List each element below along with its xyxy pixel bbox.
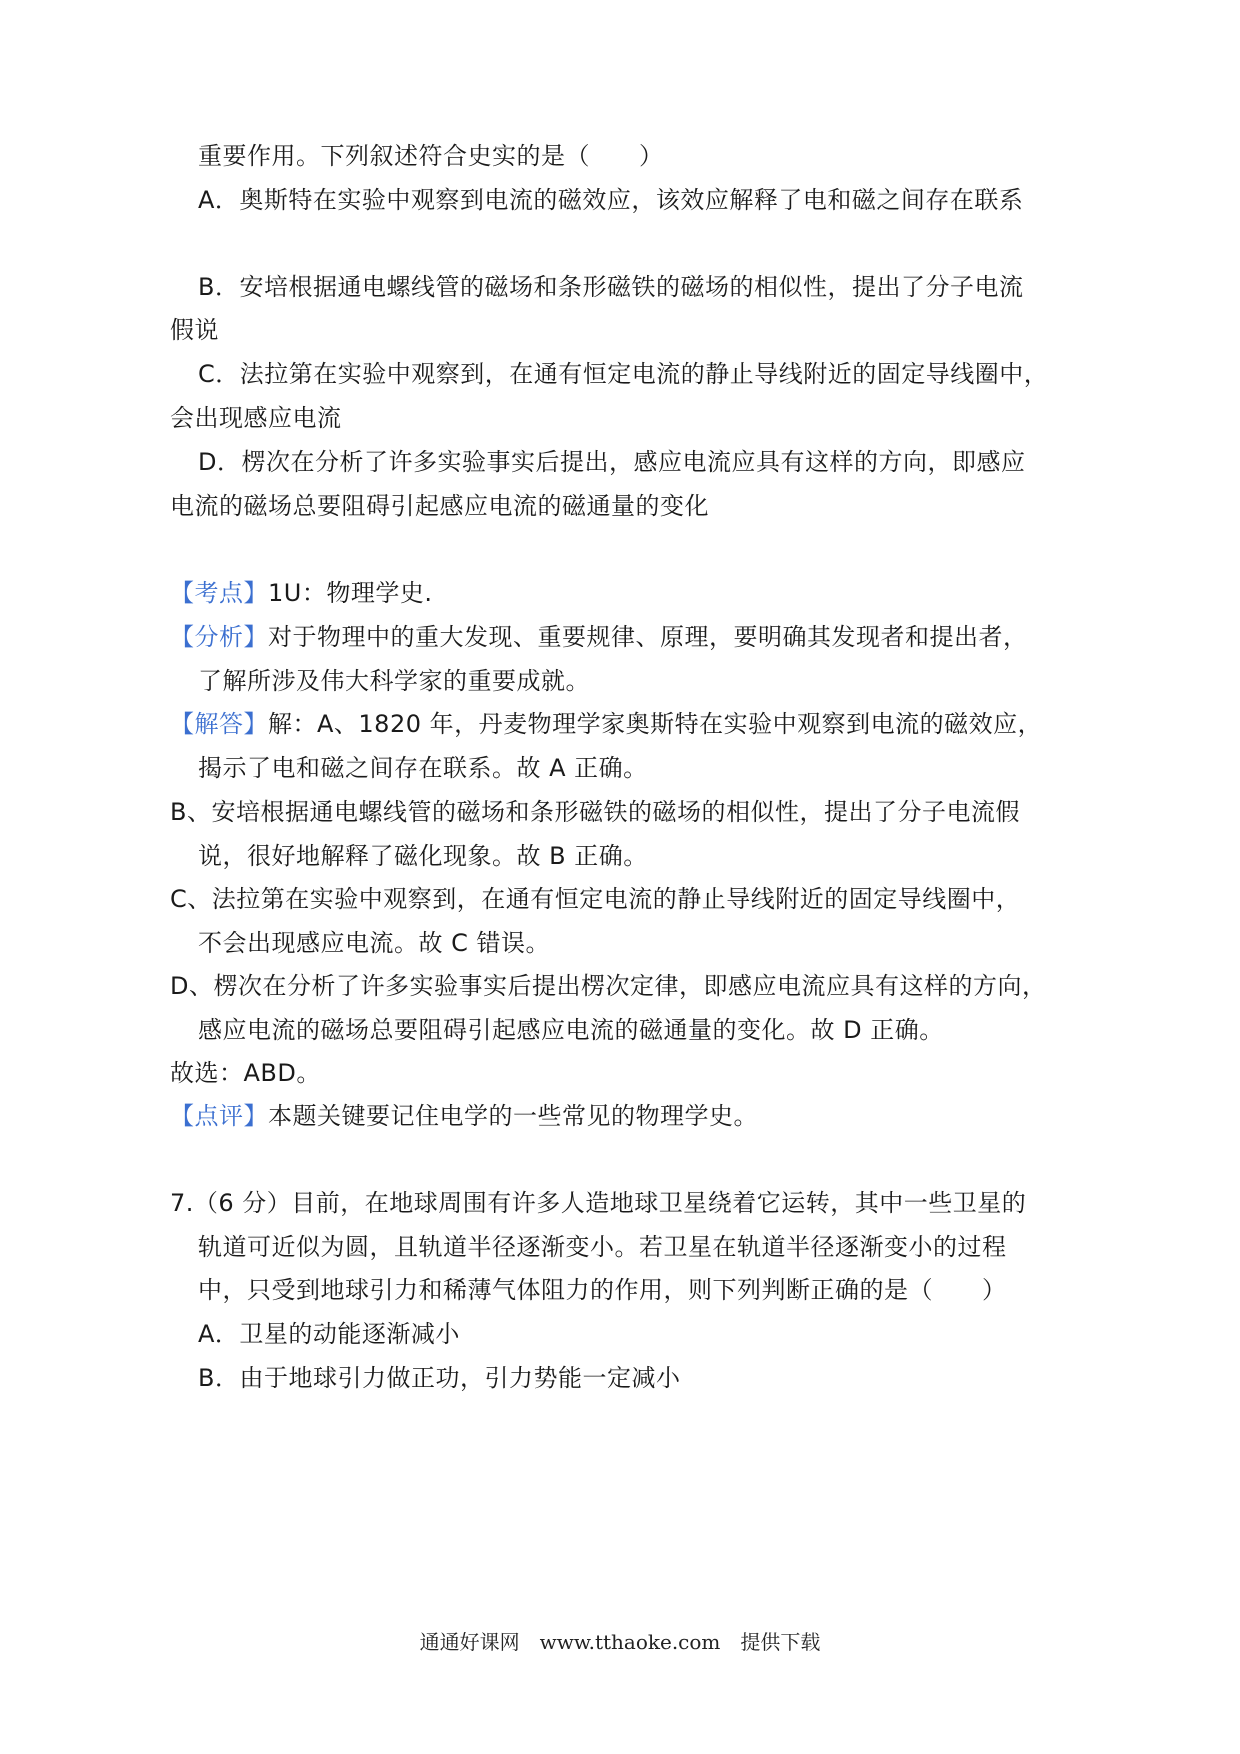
q7-option-b: B．由于地球引力做正功，引力势能一定减小 bbox=[198, 1364, 681, 1392]
q7-option-a: A．卫星的动能逐渐减小 bbox=[198, 1320, 460, 1348]
kaodian-tag: 【考点】 bbox=[170, 579, 268, 607]
q6-stem-end: 重要作用。下列叙述符合史实的是（ ） bbox=[198, 142, 664, 170]
fenxi-line2: 了解所涉及伟大科学家的重要成就。 bbox=[198, 667, 590, 695]
q6-option-c-line1: C．法拉第在实验中观察到，在通有恒定电流的静止导线附近的固定导线圈中， bbox=[198, 360, 1049, 388]
jieda-line1 bbox=[170, 708, 1042, 740]
jieda-c-line1: C、法拉第在实验中观察到，在通有恒定电流的静止导线附近的固定导线圈中， bbox=[170, 885, 1021, 913]
jieda-b-line1: B、安培根据通电螺线管的磁场和条形磁铁的磁场的相似性，提出了分子电流假 bbox=[170, 798, 1020, 826]
jieda-a-line2: 揭示了电和磁之间存在联系。故 A 正确。 bbox=[198, 754, 648, 782]
q7-stem-line3: 中，只受到地球引力和稀薄气体阻力的作用，则下列判断正确的是（ ） bbox=[198, 1276, 1007, 1304]
q6-option-d-line2: 电流的磁场总要阻碍引起感应电流的磁通量的变化 bbox=[170, 492, 709, 520]
dianping-tag: 【点评】 bbox=[170, 1102, 268, 1130]
page-footer: 通通好课网 www.tthaoke.com 提供下载 bbox=[419, 1630, 821, 1654]
fenxi-tag: 【分析】 bbox=[170, 623, 268, 651]
jieda-answer: 故选：ABD。 bbox=[170, 1059, 321, 1087]
kaodian-text: 1U：物理学史. bbox=[268, 579, 433, 607]
dianping-line bbox=[170, 1100, 758, 1132]
q7-stem-line2: 轨道可近似为圆，且轨道半径逐渐变小。若卫星在轨道半径逐渐变小的过程 bbox=[198, 1233, 1007, 1261]
jieda-a-text1: 解：A、1820 年，丹麦物理学家奥斯特在实验中观察到电流的磁效应， bbox=[268, 710, 1043, 738]
jieda-b-line2: 说，很好地解释了磁化现象。故 B 正确。 bbox=[198, 842, 648, 870]
dianping-text: 本题关键要记住电学的一些常见的物理学史。 bbox=[268, 1102, 758, 1130]
jieda-c-line2: 不会出现感应电流。故 C 错误。 bbox=[198, 929, 551, 957]
q6-option-a: A．奥斯特在实验中观察到电流的磁效应，该效应解释了电和磁之间存在联系 bbox=[198, 186, 1024, 214]
jieda-d-line2: 感应电流的磁场总要阻碍引起感应电流的磁通量的变化。故 D 正确。 bbox=[198, 1016, 944, 1044]
kaodian-line bbox=[170, 577, 432, 609]
fenxi-line1 bbox=[170, 621, 1028, 653]
jieda-tag: 【解答】 bbox=[170, 710, 268, 738]
fenxi-text1: 对于物理中的重大发现、重要规律、原理，要明确其发现者和提出者， bbox=[268, 623, 1028, 651]
q6-option-b-line1: B．安培根据通电螺线管的磁场和条形磁铁的磁场的相似性，提出了分子电流 bbox=[198, 273, 1024, 301]
q6-option-c-line2: 会出现感应电流 bbox=[170, 404, 342, 432]
q6-option-d-line1: D．楞次在分析了许多实验事实后提出，感应电流应具有这样的方向，即感应 bbox=[198, 448, 1026, 476]
q7-stem-line1: 7.（6 分）目前，在地球周围有许多人造地球卫星绕着它运转，其中一些卫星的 bbox=[170, 1189, 1027, 1217]
jieda-d-line1: D、楞次在分析了许多实验事实后提出楞次定律，即感应电流应具有这样的方向， bbox=[170, 972, 1047, 1000]
q6-option-b-line2: 假说 bbox=[170, 316, 219, 344]
